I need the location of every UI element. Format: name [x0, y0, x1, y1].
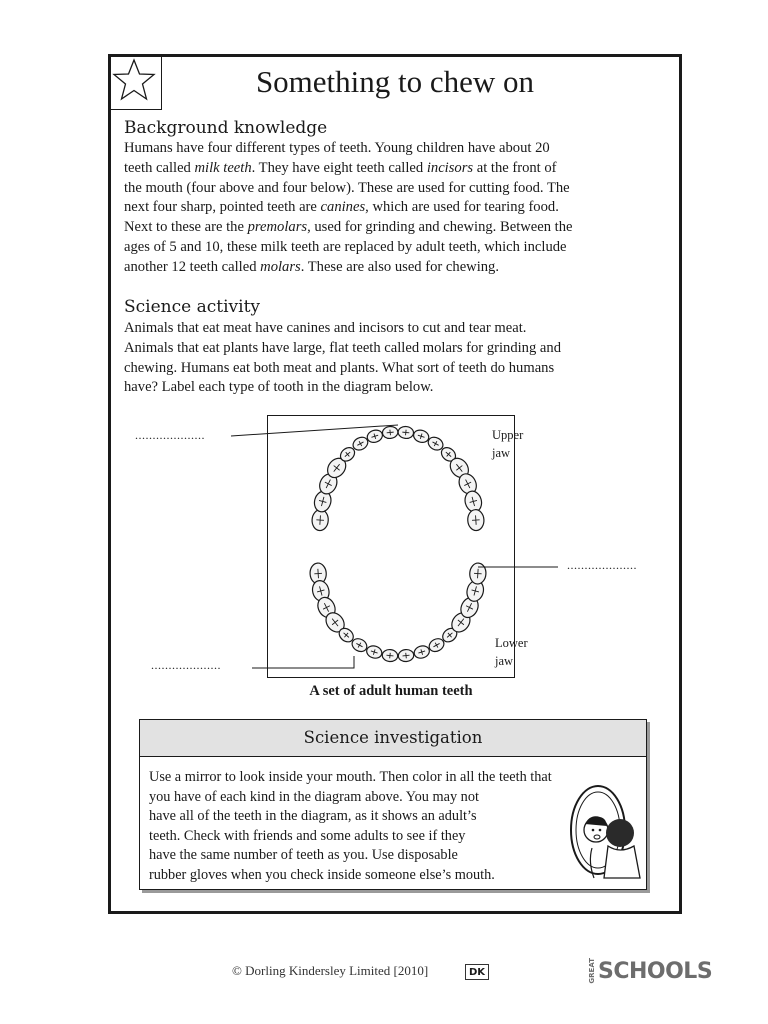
investigation-line: have all of the teeth in the diagram, as it shows an adult’s — [149, 808, 477, 825]
investigation-text — [149, 768, 552, 886]
paragraph-line: the mouth (four above and four below). These are used for cutting food. The — [124, 179, 570, 196]
investigation-line: Use a mirror to look inside your mouth. Then color in all the teeth that — [149, 769, 552, 785]
investigation-heading: Science investigation — [140, 720, 646, 757]
investigation-line: rubber gloves when you check inside someone else’s mouth. — [149, 866, 495, 883]
paragraph-line: have? Label each type of tooth in the diagram below. — [124, 379, 434, 396]
paragraph-line: Next to these are the premolars, used for grinding and chewing. Between the — [124, 219, 573, 236]
greatschools-logo-big: SCHOOLS — [598, 958, 713, 984]
paragraph-line: Animals that eat meat have canines and incisors to cut and tear meat. — [124, 320, 527, 336]
paragraph-line: another 12 teeth called molars. These are also used for chewing. — [124, 258, 500, 275]
label-blank-incisor[interactable]: .................... — [135, 428, 205, 442]
paragraph-line: teeth called milk teeth. They have eight teeth called incisors at the front of — [124, 159, 557, 176]
investigation-line: have the same number of teeth as you. Use disposable — [149, 847, 458, 864]
investigation-box — [139, 719, 647, 890]
mirror-child-illustration — [568, 778, 644, 882]
lower-jaw-label: Lower jaw — [495, 636, 528, 668]
paragraph-line: Animals that eat plants have large, flat teeth called molars for grinding and — [124, 339, 561, 356]
page-title: Something to chew on — [255, 64, 535, 99]
copyright-text: © Dorling Kindersley Limited [2010] — [232, 963, 429, 978]
label-blank-molar[interactable]: .................... — [567, 558, 637, 572]
paragraph-line: ages of 5 and 10, these milk teeth are replaced by adult teeth, which include — [124, 238, 567, 255]
background-heading: Background knowledge — [124, 118, 328, 138]
paragraph-line: chewing. Humans eat both meat and plants. What sort of teeth do humans — [124, 359, 555, 376]
label-blank-canine[interactable]: .................... — [151, 658, 221, 672]
activity-heading: Science activity — [124, 297, 260, 317]
diagram-caption: A set of adult human teeth — [309, 683, 473, 699]
paragraph-line: Humans have four different types of teeth. Young children have about 20 — [124, 140, 550, 156]
paragraph-line: next four sharp, pointed teeth are canines, which are used for tearing food. — [124, 199, 559, 216]
investigation-line: you have of each kind in the diagram above. You may not — [149, 788, 479, 805]
greatschools-logo — [588, 958, 712, 984]
upper-jaw-label: Upper jaw — [492, 428, 524, 460]
greatschools-logo-small: GREAT — [588, 958, 596, 984]
investigation-line: teeth. Check with friends and some adults to see if they — [149, 827, 466, 844]
dk-logo: DK — [465, 964, 489, 980]
